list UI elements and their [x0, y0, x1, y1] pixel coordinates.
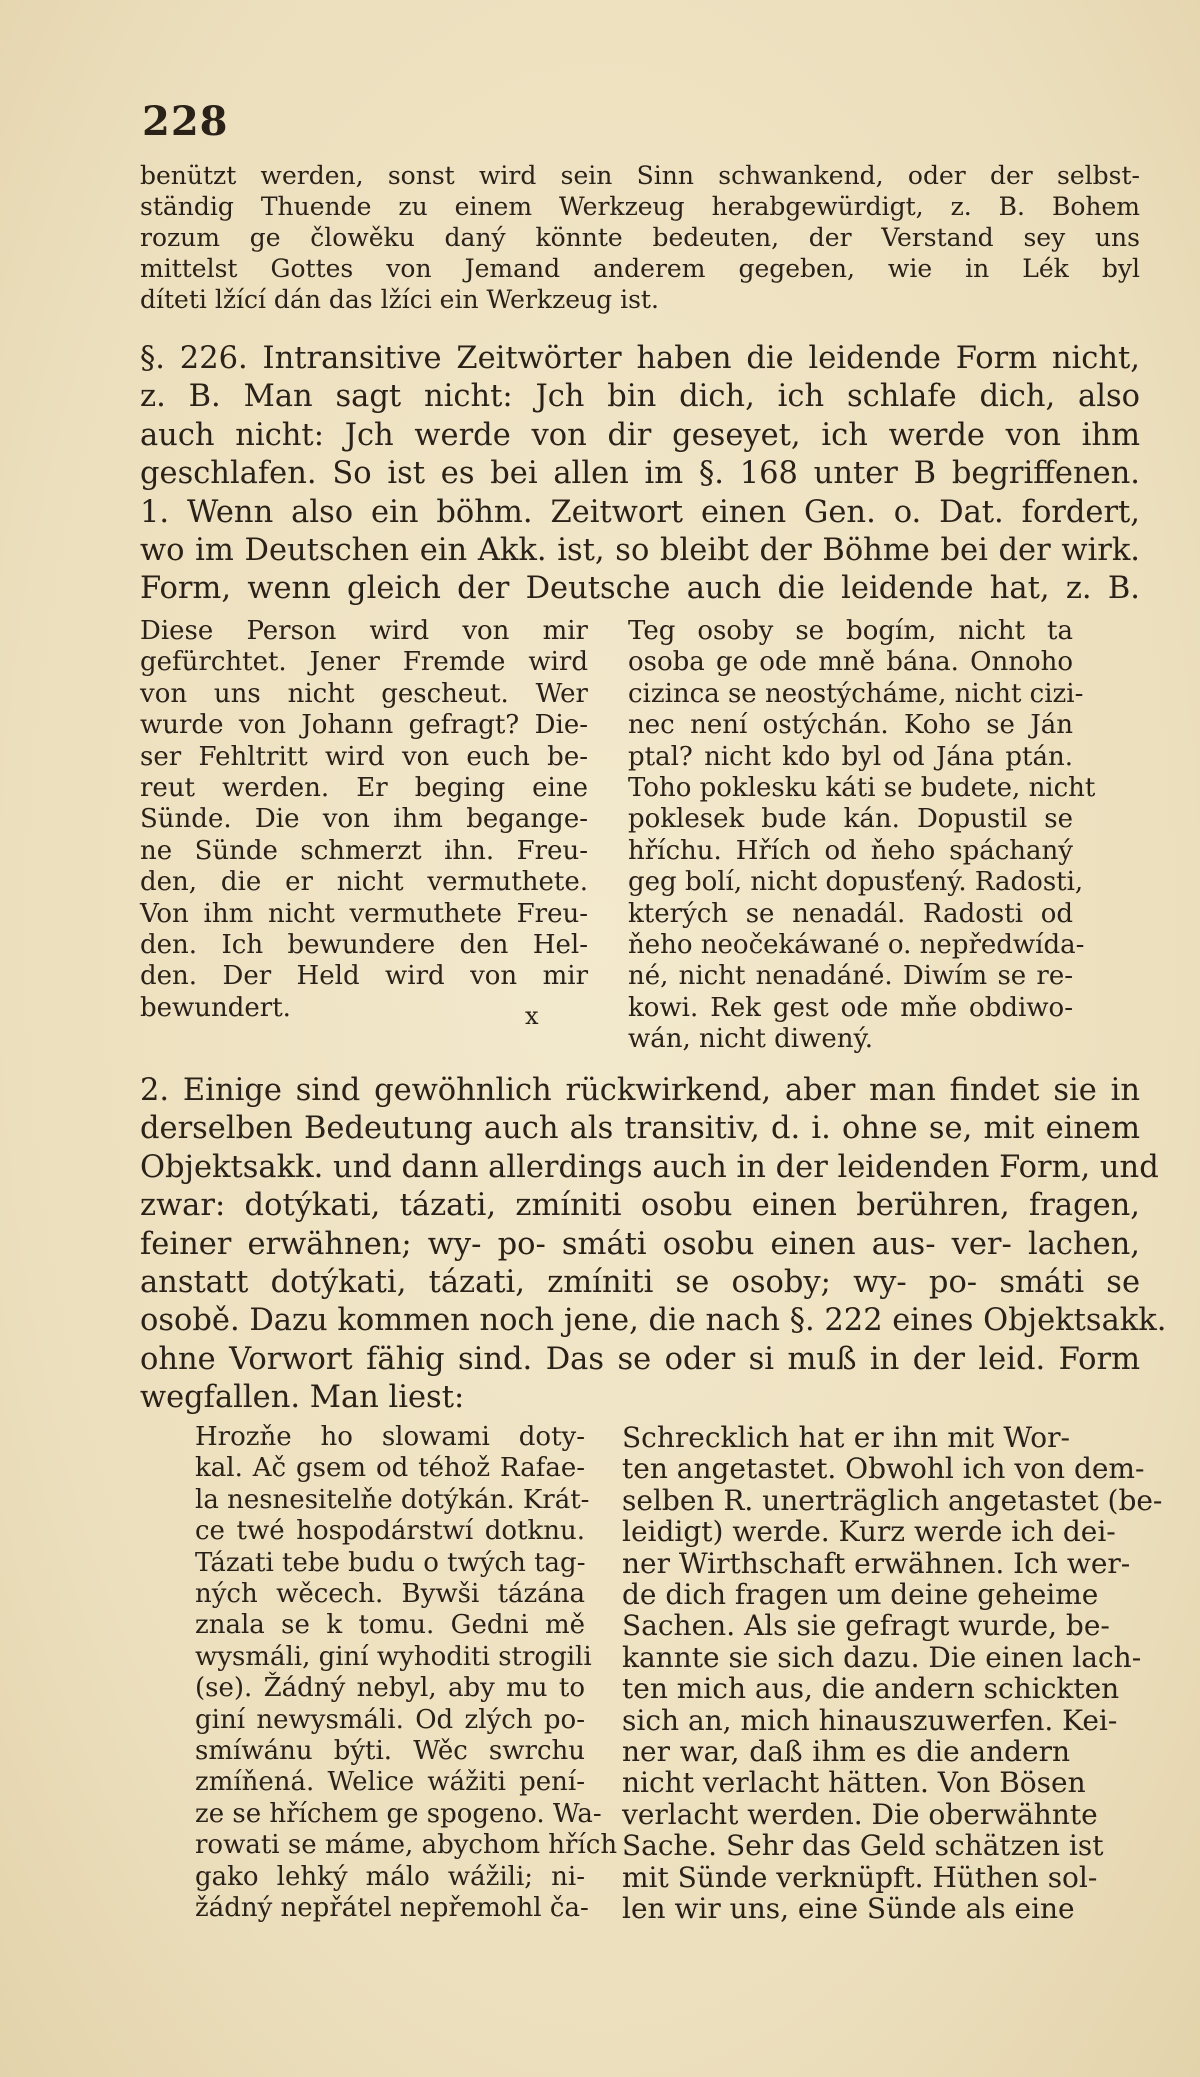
text-line: ohne Vorwort fähig sind. Das se oder si muß in der leid. Form [140, 1341, 1140, 1377]
example1-german-column [140, 616, 588, 1024]
text-line: nec není ostýchán. Koho se Ján [628, 710, 1073, 741]
text-line: zmíňená. Welice wážiti pení- [195, 1767, 585, 1798]
text-line: ne Sünde schmerzt ihn. Freu- [140, 835, 588, 866]
text-line: ser Fehltritt wird von euch be- [140, 741, 588, 772]
text-line: selben R. unerträglich angetastet (be- [622, 1483, 1163, 1517]
text-line: díteti lžící dán das lžíci ein Werkzeug ist. [140, 285, 659, 314]
text-line: feiner erwähnen; wy- po- smáti osobu einen aus- ver- lachen, [140, 1226, 1140, 1262]
text-line: sich an, mich hinauszuwerfen. Kei- [622, 1703, 1118, 1737]
text-line: Sache. Sehr das Geld schätzen ist [622, 1829, 1104, 1863]
stray-mark: x [525, 1002, 539, 1030]
text-line: gako lehký málo wážili; ni- [195, 1861, 585, 1892]
text-line: ptal? nicht kdo byl od Jána ptán. [628, 741, 1073, 772]
text-line: smíwánu býti. Wěc swrchu [195, 1736, 585, 1767]
text-line: rowati se máme, abychom hřích [195, 1830, 618, 1861]
text-line: Toho poklesku káti se budete, nicht [628, 773, 1096, 804]
text-line: ten mich aus, die andern schickten [622, 1672, 1120, 1706]
text-line: ných wěcech. Bywši tázána [195, 1579, 585, 1610]
text-line: den. Der Held wird von mir [140, 961, 588, 992]
text-line: osoba ge ode mně bána. Onnoho [628, 647, 1073, 678]
text-line: (se). Žádný nebyl, aby mu to [195, 1673, 585, 1704]
text-line: Hrozňe ho slowami doty- [195, 1422, 585, 1452]
text-line: mit Sünde verknüpft. Hüthen sol- [622, 1860, 1098, 1894]
page-number: 228 [142, 98, 229, 145]
text-line: anstatt dotýkati, tázati, zmíniti se osoby; wy- po- smáti se [140, 1265, 1140, 1301]
example2-german-column [622, 1421, 1163, 1926]
text-line: z. B. Man sagt nicht: Jch bin dich, ich schlafe dich, also [140, 379, 1140, 415]
text-line: né, nicht nenadáné. Diwím se re- [628, 961, 1073, 992]
text-line: von uns nicht gescheut. Wer [140, 678, 588, 709]
text-line: hříchu. Hřích od ňeho spáchaný [628, 835, 1073, 866]
text-line: 1. Wenn also ein böhm. Zeitwort einen Gen. o. Dat. fordert, [140, 494, 1140, 530]
text-line: reut werden. Er beging eine [140, 773, 588, 804]
text-line: Schrecklich hat er ihn mit Wor- [622, 1421, 1070, 1454]
text-line: den, die er nicht vermuthete. [140, 867, 588, 898]
text-line: poklesek bude kán. Dopustil se [628, 804, 1073, 835]
text-line: kowi. Rek gest ode mňe obdiwo- [628, 992, 1073, 1023]
text-line: leidigt) werde. Kurz werde ich dei- [622, 1515, 1116, 1549]
section-2 [140, 1072, 1167, 1418]
text-line: Tázati tebe budu o twých tag- [195, 1547, 586, 1578]
text-line: benützt werden, sonst wird sein Sinn schwankend, oder der selbst- [140, 161, 1140, 190]
section-226 [140, 340, 1140, 609]
text-line: wegfallen. Man liest: [140, 1380, 465, 1416]
text-line: ňeho neočekáwané o. nepředwída- [628, 930, 1085, 961]
text-line: wán, nicht diwený. [628, 1024, 873, 1055]
text-line: Objektsakk. und dann allerdings auch in der leidenden Form, und [140, 1149, 1159, 1185]
text-line: Von ihm nicht vermuthete Freu- [140, 898, 588, 929]
example1-czech-column [628, 616, 1096, 1056]
text-line: verlacht werden. Die oberwähnte [622, 1797, 1098, 1831]
text-line: ständig Thuende zu einem Werkzeug herabgewürdigt, z. B. Bohem [140, 192, 1140, 221]
text-line: zwar: dotýkati, tázati, zmíniti osobu einen berühren, fragen, [140, 1188, 1140, 1224]
text-line: ce twé hospodárstwí dotknu. [195, 1516, 585, 1547]
text-line: Sünde. Die von ihm begange- [140, 804, 588, 835]
example2-czech-column [195, 1422, 618, 1925]
text-line: nicht verlacht hätten. Von Bösen [622, 1766, 1086, 1800]
text-line: žádný nepřátel nepřemohl ča- [195, 1893, 589, 1924]
text-line: den. Ich bewundere den Hel- [140, 930, 588, 961]
text-line: mittelst Gottes von Jemand anderem gegeben, wie in Lék byl [140, 254, 1140, 283]
text-line: 2. Einige sind gewöhnlich rückwirkend, aber man findet sie in [140, 1073, 1140, 1108]
text-line: cizinca se neostýcháme, nicht cizi- [628, 678, 1084, 709]
text-line: Form, wenn gleich der Deutsche auch die leidende hat, z. B. [140, 571, 1140, 607]
text-line: len wir uns, eine Sünde als eine [622, 1892, 1075, 1926]
text-line: ner Wirthschaft erwähnen. Ich wer- [622, 1546, 1131, 1580]
text-line: ner war, daß ihm es die andern [622, 1735, 1070, 1769]
text-line: derselben Bedeutung auch als transitiv, d. i. ohne se, mit einem [140, 1111, 1140, 1147]
text-line: bewundert. [140, 992, 291, 1023]
text-line: wysmáli, giní wyhoditi strogili [195, 1641, 592, 1672]
text-line: Diese Person wird von mir [140, 616, 588, 646]
text-line: kal. Ač gsem od téhož Rafae- [195, 1453, 585, 1484]
text-line: geg bolí, nicht dopusťený. Radosti, [628, 867, 1084, 898]
text-line: rozum ge člowěku daný könnte bedeuten, der Verstand sey uns [140, 223, 1140, 252]
text-line: auch nicht: Jch werde von dir geseyet, ich werde von ihm [140, 417, 1140, 453]
text-line: giní newysmáli. Od zlých po- [195, 1704, 585, 1735]
text-line: Teg osoby se bogím, nicht ta [628, 616, 1073, 646]
text-line: kterých se nenadál. Radosti od [628, 898, 1073, 929]
text-line: geschlafen. So ist es bei allen im §. 168 unter B begriffenen. [140, 456, 1140, 492]
text-line: znala se k tomu. Gedni mě [195, 1610, 585, 1641]
text-line: wurde von Johann gefragt? Die- [140, 710, 588, 741]
text-line: osobě. Dazu kommen noch jene, die nach §. 222 eines Objektsakk. [140, 1303, 1167, 1339]
footnote-top [140, 160, 1140, 315]
text-line: de dich fragen um deine geheime [622, 1578, 1099, 1612]
text-line: kannte sie sich dazu. Die einen lach- [622, 1640, 1142, 1674]
text-line: §. 226. Intransitive Zeitwörter haben die leidende Form nicht, [140, 341, 1140, 376]
text-line: ten angetastet. Obwohl ich von dem- [622, 1452, 1145, 1486]
text-line: la nesnesitelňe dotýkán. Krát- [195, 1484, 590, 1515]
text-line: wo im Deutschen ein Akk. ist, so bleibt der Böhme bei der wirk. [140, 533, 1140, 569]
text-line: Sachen. Als sie gefragt wurde, be- [622, 1609, 1110, 1643]
text-line: gefürchtet. Jener Fremde wird [140, 647, 588, 678]
text-line: ze se hříchem ge spogeno. Wa- [195, 1798, 602, 1829]
